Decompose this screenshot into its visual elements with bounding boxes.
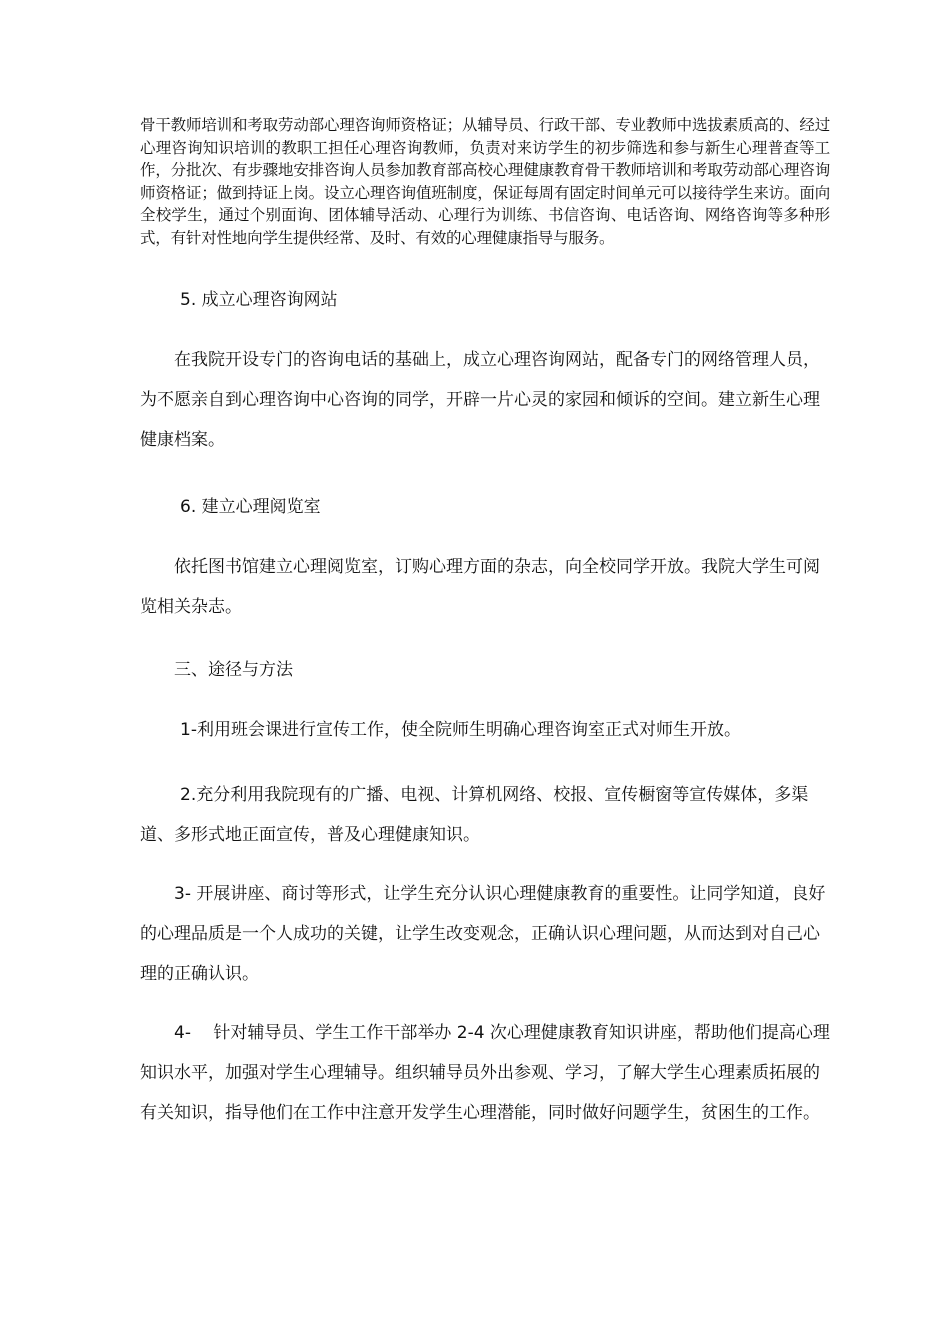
section-5-heading-block	[140, 280, 830, 320]
part-3-item-4-block	[140, 1013, 830, 1133]
intro-text: 骨干教师培训和考取劳动部心理咨询师资格证；从辅导员、行政干部、专业教师中选拔素质高的、经过心理咨询知识培训的教职工担任心理咨询教师，负责对来访学生的初步筛选和参与新生心理普查等工作，分批次、有步骤地安排咨询人员参加教育部高校心理健康教育骨干教师培训和考取劳动部心理咨询师资格证；做到持证上岗。设立心理咨询值班制度，保证每周有固定时间单元可以接待学生来访。面向全校学生，通过个别面询、团体辅导活动、心理行为训练、书信咨询、电话咨询、网络咨询等多种形式，有针对性地向学生提供经常、及时、有效的心理健康指导与服务。	[140, 116, 830, 247]
section-6-heading-block	[140, 487, 830, 527]
part-3-item-2-block	[140, 775, 830, 855]
section-6-body: 依托图书馆建立心理阅览室，订购心理方面的杂志，向全校同学开放。我院大学生可阅览相关杂志。	[140, 557, 820, 617]
part-3-item-3: 3- 开展讲座、商讨等形式，让学生充分认识心理健康教育的重要性。让同学知道，良好的心理品质是一个人成功的关键，让学生改变观念，正确认识心理问题，从而达到对自己心理的正确认识。	[140, 884, 826, 984]
part-3-item-3-block	[140, 874, 830, 994]
part-3-heading-block	[140, 650, 830, 690]
part-3-heading: 三、途径与方法	[174, 660, 293, 680]
section-6-body-block	[140, 547, 830, 627]
part-3-item-2: 2.充分利用我院现有的广播、电视、计算机网络、校报、宣传橱窗等宣传媒体，多渠道、多形式地正面宣传，普及心理健康知识。	[140, 785, 809, 845]
section-5-body-block	[140, 340, 830, 460]
section-6-heading: 6. 建立心理阅览室	[180, 497, 321, 517]
section-5-body: 在我院开设专门的咨询电话的基础上，成立心理咨询网站，配备专门的网络管理人员，为不愿亲自到心理咨询中心咨询的同学，开辟一片心灵的家园和倾诉的空间。建立新生心理健康档案。	[140, 350, 820, 450]
part-3-item-4: 4- 针对辅导员、学生工作干部举办 2-4 次心理健康教育知识讲座，帮助他们提高心理知识水平，加强对学生心理辅导。组织辅导员外出参观、学习，了解大学生心理素质拓展的有关知识，指导他们在工作中注意开发学生心理潜能，同时做好问题学生，贫困生的工作。	[140, 1023, 830, 1123]
section-5-heading: 5. 成立心理咨询网站	[180, 290, 338, 310]
part-3-item-1: 1-利用班会课进行宣传工作，使全院师生明确心理咨询室正式对师生开放。	[180, 720, 741, 740]
intro-paragraph	[140, 114, 830, 249]
part-3-item-1-block	[140, 710, 830, 750]
